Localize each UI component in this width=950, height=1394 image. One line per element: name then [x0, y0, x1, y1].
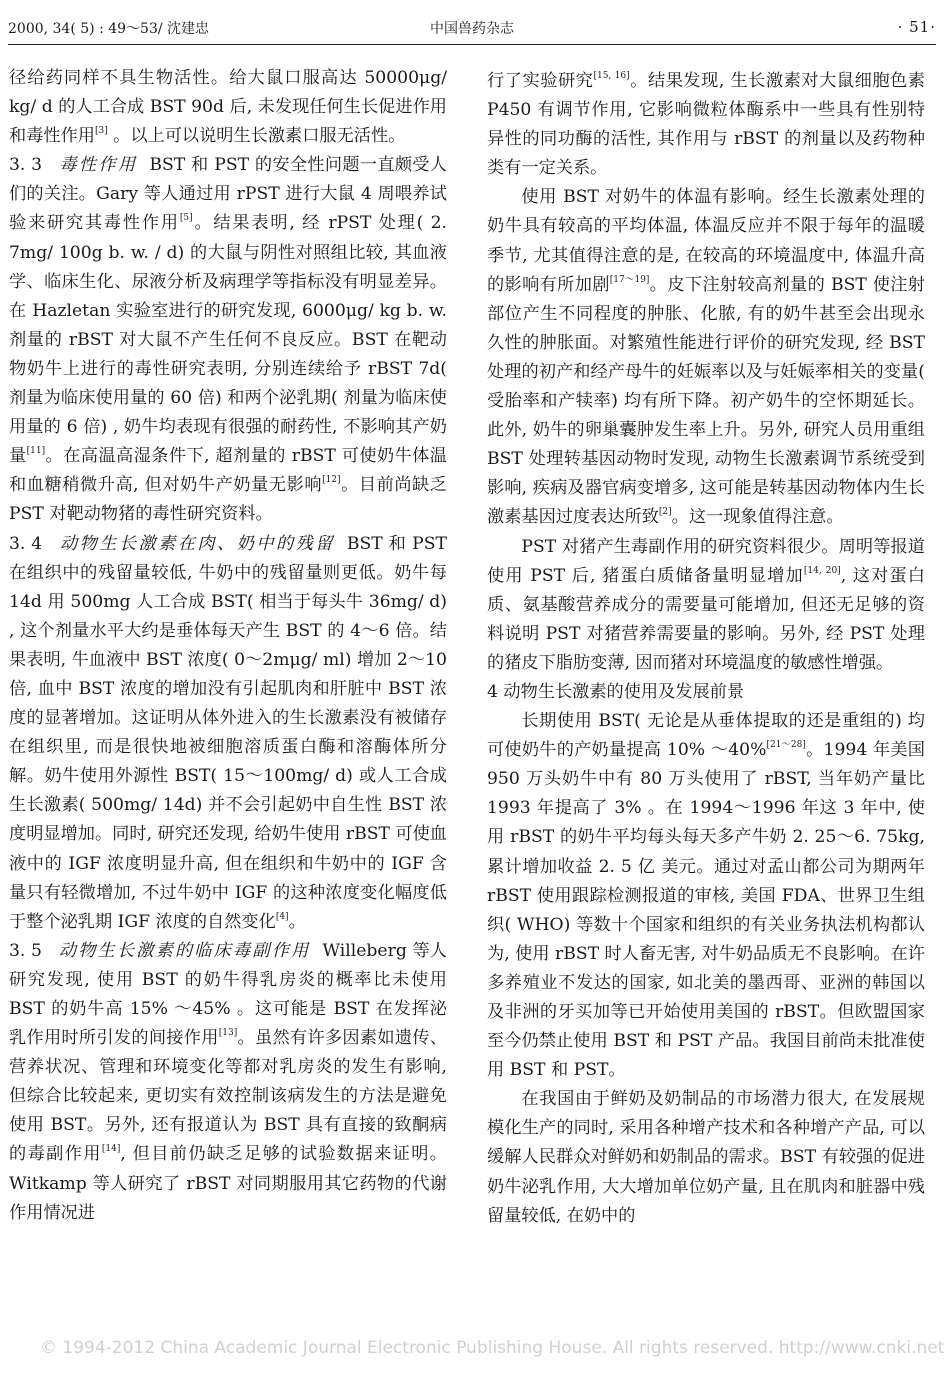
citation-ref: [12] [322, 475, 341, 486]
citation-ref: [14, 20] [803, 565, 841, 576]
journal-title: 中国兽药杂志 [430, 21, 514, 37]
section-number: 3. 3 [9, 155, 43, 176]
citation-ref: [11] [26, 446, 46, 457]
page-header [8, 14, 936, 40]
section-3-4-residues: 3. 4 动物生长激素在肉、奶中的残留 BST 和 PST 在组织中的残留量较低, 牛奶中的残留量则更低。奶牛每 14d 用 500mg 人工合成 BST( 相当于每头牛 36mg/ d) , 这个剂量水平大约是垂体每天产生 BST 的 4～6 倍。结果表明, 牛血液中 BST 浓度( 0～2mμg/ ml) 增加 2～10 倍, 血中 BST 浓度的增加没有引起肌肉和肝脏中 BST 浓度的显著增加。这证明从体外进入的生长激素没有被储存在组织里, 而是很快地被细胞溶质蛋白酶和溶酶体所分解。奶牛使用外源性 BST( 15～100mg/ d) 或人工合成生长激素( 500mg/ 14d) 并不会引起奶中自生性 BST 浓度明显增加。同时, 研究还发现, 给奶牛使用 rBST 可使血液中的 IGF 浓度明显升高, 但在组织和牛奶中的 IGF 含量只有轻微增加, 不过牛奶中 IGF 的这种浓度变化幅度低于整个泌乳期 IGF 浓度的自然变化[4]。 [9, 533, 447, 932]
section-number: 3. 5 [9, 940, 42, 961]
section-4-heading: 4 动物生长激素的使用及发展前景 [487, 681, 745, 702]
header-rule [8, 44, 936, 45]
citation-ref: [17～19] [609, 274, 650, 285]
citation-ref: [14] [101, 1144, 121, 1155]
paragraph-p450: 行了实验研究[15, 16]。结果发现, 生长激素对大鼠细胞色素 P450 有调节作用, 它影响微粒体酶系中一些具有性别特异性的同功酶的活性, 其作用与 rBST 的剂量以及药物种类有一定关系。 [487, 70, 925, 179]
left-column [9, 64, 447, 1228]
citation-ref: [2] [658, 507, 672, 518]
paragraph-china-outlook: 在我国由于鲜奶及奶制品的市场潜力很大, 在发展规模化生产的同时, 采用各种增产技术和各种增产产品, 可以缓解人民群众对鲜奶和奶制品的需求。BST 有较强的促进奶牛泌乳作用, 大大增加单位奶产量, 且在肌肉和脏器中残留量较低, 在奶中的 [487, 1089, 925, 1226]
section-3-3-toxicity: 3. 3 毒性作用 BST 和 PST 的安全性问题一直颇受人们的关注。Gary 等人通过用 rPST 进行大鼠 4 周喂养试验来研究其毒性作用[5]。结果表明, 经 rPST 处理( 2. 7mg/ 100g b. w. / d) 的大鼠与阴性对照组比较, 其血液学、临床生化、尿液分析及病理学等指标没有明显差异。在 Hazletan 实验室进行的研究发现, 6000μg/ kg b. w. 剂量的 rBST 对大鼠不产生任何不良反应。BST 在靶动物奶牛上进行的毒性研究表明, 分别连续给予 rBST 7d( 剂量为临床使用量的 60 倍) 和两个泌乳期( 剂量为临床使用量的 6 倍) , 奶牛均表现有很强的耐药性, 不影响其产奶量[11]。在高温高湿条件下, 超剂量的 rBST 可使奶牛体温和血糖稍微升高, 但对奶牛产奶量无影响[12]。目前尚缺乏 PST 对靶动物猪的毒性研究资料。 [9, 155, 447, 525]
section-3-5-clinical-side-effects: 3. 5 动物生长激素的临床毒副作用 Willeberg 等人研究发现, 使用 BST 的奶牛得乳房炎的概率比未使用 BST 的奶牛高 15% ～45% 。这可能是 BST 在发挥泌乳作用时所引发的间接作用[13]。虽然有许多因素如遗传、营养状况、管理和环境变化等都对乳房炎的发生有影响, 但综合比较起来, 更切实有效控制该病发生的方法是避免使用 BST。另外, 还有报道认为 BST 具有直接的致酮病的毒副作用[14], 但目前仍缺乏足够的试验数据来证明。Witkamp 等人研究了 rBST 对同期服用其它药物的代谢作用情况进 [9, 940, 447, 1223]
section-title: 动物生长激素在肉、奶中的残留 [59, 533, 335, 554]
page-number: · 51· [897, 18, 936, 36]
citation-line: 2000, 34( 5) : 49～53/ 沈建忠 [8, 21, 210, 37]
paragraph-oral-inactivity: 径给药同样不具生物活性。给大鼠口服高达 50000μg/ kg/ d 的人工合成 BST 90d 后, 未发现任何生长促进作用和毒性作用[3] 。以上可以说明生长激素口服无活性。 [9, 68, 447, 147]
right-column [487, 67, 925, 1231]
section-title: 毒性作用 [59, 155, 138, 176]
paragraph-pst-pigs: PST 对猪产生毒副作用的研究资料很少。周明等报道使用 PST 后, 猪蛋白质储备量明显增加[14, 20], 这对蛋白质、氨基酸营养成分的需要量可能增加, 但还无足够的资料说明 PST 对猪营养需要量的影响。另外, 经 PST 处理的猪皮下脂肪变薄, 因而猪对环境温度的敏感性增强。 [487, 536, 925, 673]
citation-ref: [3] [94, 126, 108, 137]
paragraph-milk-yield: 长期使用 BST( 无论是从垂体提取的还是重组的) 均可使奶牛的产奶量提高 10% ～40%[21～28]。1994 年美国 950 万头奶牛中有 80 万头使用了 rBST, 当年奶产量比 1993 年提高了 3% 。在 1994～1996 年这 3 年中, 使用 rBST 的奶牛平均每头每天多产牛奶 2. 25～6. 75kg, 累计增加收益 2. 5 亿 美元。通过对孟山都公司为期两年 rBST 使用跟踪检测报道的审核, 美国 FDA、世界卫生组织( WHO) 等数十个国家和组织的有关业务执法机构都认为, 使用 rBST 时人畜无害, 对牛奶品质无不良影响。在许多养殖业不发达的国家, 如北美的墨西哥、亚洲的韩国以及非洲的牙买加等已开始使用美国的 rBST。但欧盟国家至今仍禁止使用 BST 和 PST 产品。我国目前尚未批准使用 BST 和 PST。 [487, 711, 925, 1081]
citation-ref: [4] [275, 911, 289, 922]
paragraph-body-temperature: 使用 BST 对奶牛的体温有影响。经生长激素处理的奶牛具有较高的平均体温, 体温反应并不限于每年的温暖季节, 尤其值得注意的是, 在较高的环境温度中, 体温升高的影响有所加剧[17～19]。皮下注射较高剂量的 BST 使注射部位产生不同程度的肿胀、化脓, 有的奶牛甚至会出现永久性的肿胀面。对繁殖性能进行评价的研究发现, 经 BST 处理的初产和经产母牛的妊娠率以及与妊娠率相关的变量( 受胎率和产犊率) 均有所下降。初产奶牛的空怀期延长。此外, 奶牛的卵巢囊肿发生率上升。另外, 研究人员用重组 BST 处理转基因动物时发现, 动物生长激素调节系统受到影响, 疾病及器官病变增多, 这可能是转基因动物体内生长激素基因过度表达所致[2]。这一现象值得注意。 [487, 187, 925, 528]
section-title: 动物生长激素的临床毒副作用 [58, 940, 311, 961]
citation-ref: [5] [179, 213, 193, 224]
citation-ref: [15, 16] [593, 70, 630, 81]
citation-ref: [21～28] [766, 740, 806, 751]
copyright-watermark: © 1994-2012 China Academic Journal Electronic Publishing House. All rights reserved. http://www.cnki.net [40, 1338, 945, 1358]
citation-ref: [13] [218, 1028, 238, 1038]
section-number: 3. 4 [9, 533, 43, 554]
